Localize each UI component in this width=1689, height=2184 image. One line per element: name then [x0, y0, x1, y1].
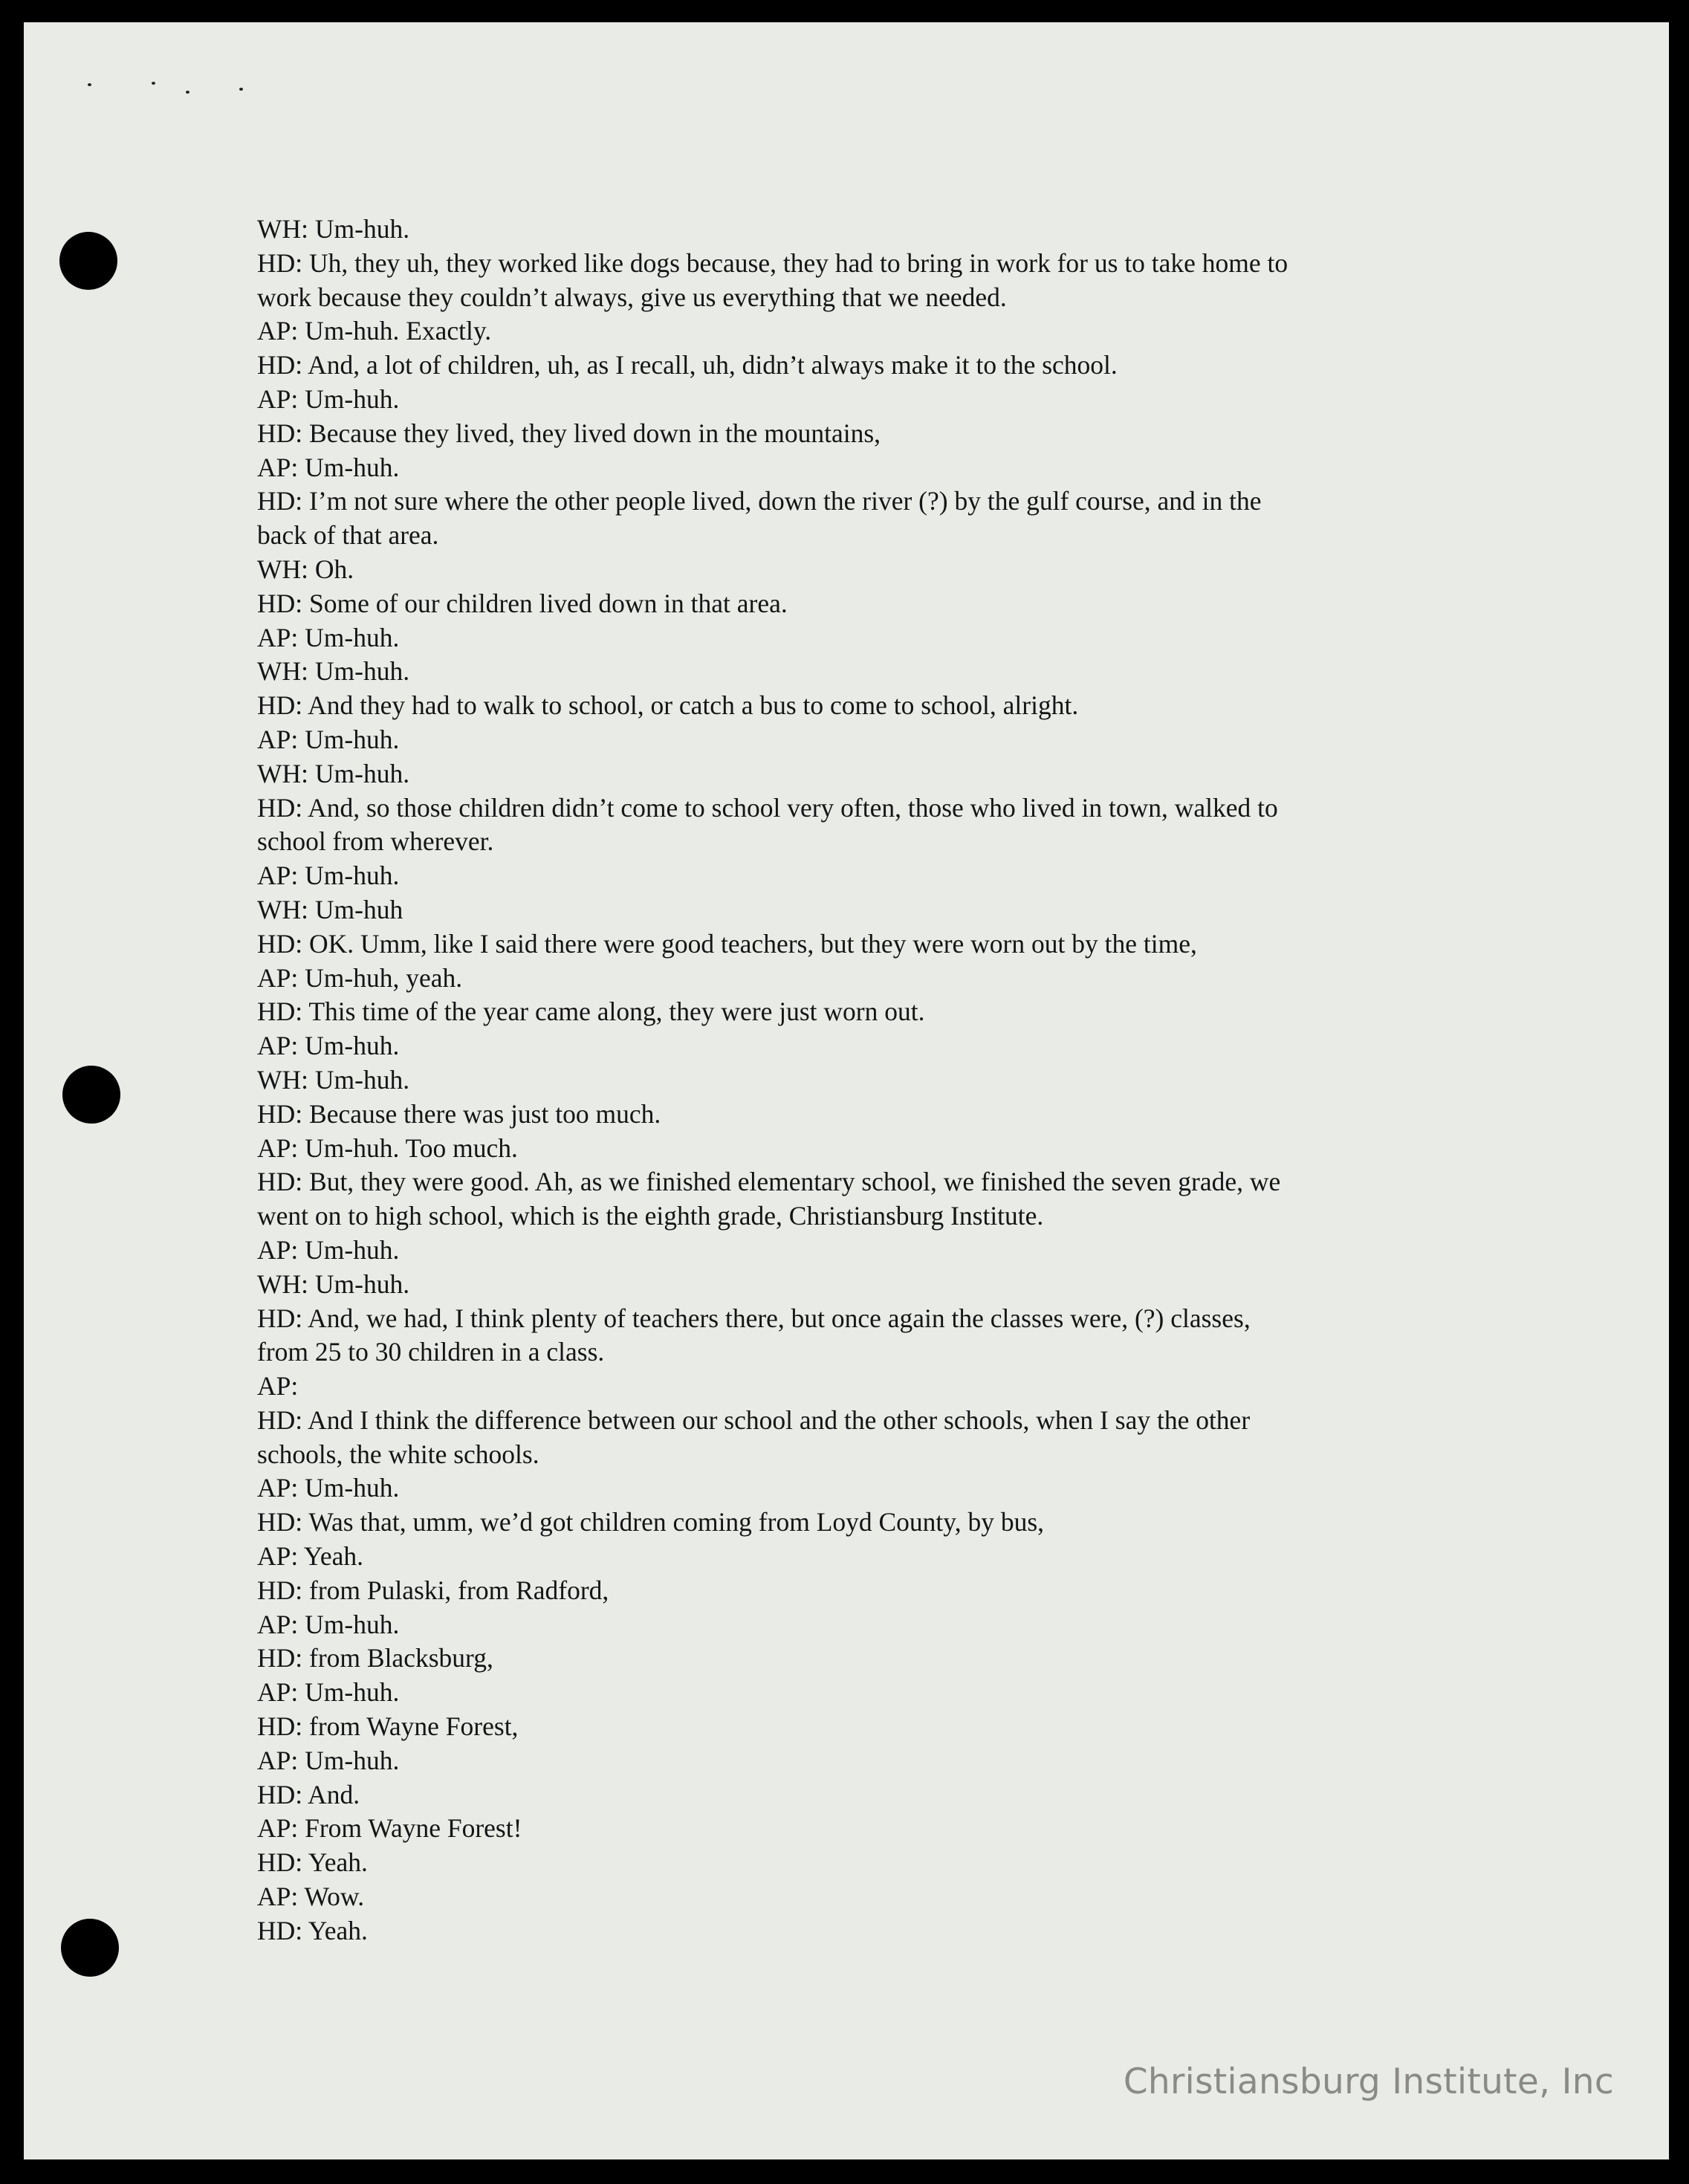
transcript-line: AP: Wow. [257, 1882, 365, 1912]
transcript-line: HD: And, so those children didn’t come to school very often, those who lived in town, walked to [257, 792, 1278, 823]
transcript-line: HD: But, they were good. Ah, as we finished elementary school, we finished the seven grade, we [257, 1167, 1281, 1197]
transcript-line: went on to high school, which is the eighth grade, Christiansburg Institute. [257, 1201, 1044, 1231]
transcript-line: HD: Because they lived, they lived down in the mountains, [257, 418, 881, 448]
transcript-line: AP: Um-huh. [257, 452, 400, 482]
transcript-line: HD: This time of the year came along, they were just worn out. [257, 997, 925, 1027]
transcript-line: back of that area. [257, 520, 439, 551]
transcript-line: HD: Yeah. [257, 1847, 368, 1878]
transcript-line: HD: Because there was just too much. [257, 1098, 661, 1129]
transcript-line: WH: Um-huh. [257, 758, 410, 788]
transcript-line: WH: Um-huh. [257, 1268, 410, 1299]
transcript-line: AP: Um-huh, yeah. [257, 962, 463, 993]
transcript-line: HD: OK. Umm, like I said there were good teachers, but they were worn out by the time, [257, 928, 1197, 959]
transcript-line: schools, the white schools. [257, 1439, 539, 1469]
transcript-line: AP: Um-huh. Too much. [257, 1132, 518, 1163]
transcript-line: AP: Um-huh. [257, 1473, 400, 1503]
transcript-line: WH: Oh. [257, 554, 354, 584]
transcript-line: HD: from Pulaski, from Radford, [257, 1575, 609, 1605]
paper-speck [186, 91, 189, 94]
transcript-line: AP: Um-huh. [257, 1677, 400, 1708]
transcript-line: from 25 to 30 children in a class. [257, 1337, 605, 1367]
punch-hole-middle [62, 1066, 120, 1124]
transcript-line: HD: I’m not sure where the other people lived, down the river (?) by the gulf course, and in the [257, 486, 1262, 516]
transcript-line: HD: And. [257, 1779, 360, 1809]
transcript-line: AP: Um-huh. [257, 1234, 400, 1265]
punch-hole-top [59, 232, 117, 290]
transcript-line: HD: And, a lot of children, uh, as I recall, uh, didn’t always make it to the school. [257, 350, 1118, 380]
transcript-line: HD: from Blacksburg, [257, 1643, 493, 1673]
transcript-line: AP: Um-huh. [257, 1609, 400, 1639]
paper-page [24, 22, 1669, 2159]
transcript-line: AP: Um-huh. [257, 1031, 400, 1061]
transcript-line: WH: Um-huh. [257, 656, 410, 687]
transcript-line: AP: Um-huh. [257, 1745, 400, 1775]
transcript-line: HD: And I think the difference between our school and the other schools, when I say the other [257, 1404, 1251, 1435]
transcript-line: HD: And, we had, I think plenty of teachers there, but once again the classes were, (?) classes, [257, 1303, 1251, 1333]
transcript-line: WH: Um-huh [257, 894, 403, 924]
paper-speck [88, 83, 91, 86]
transcript-line: school from wherever. [257, 826, 494, 857]
transcript-line: HD: And they had to walk to school, or catch a bus to come to school, alright. [257, 690, 1079, 721]
transcript-line: HD: Was that, umm, we’d got children coming from Loyd County, by bus, [257, 1507, 1045, 1537]
transcript-line: AP: Yeah. [257, 1541, 364, 1572]
transcript-line: WH: Um-huh. [257, 1064, 410, 1095]
transcript-line: HD: Some of our children lived down in that area. [257, 588, 788, 618]
transcript-line: AP: From Wayne Forest! [257, 1813, 522, 1844]
transcript-line: AP: Um-huh. [257, 383, 400, 414]
paper-speck [239, 88, 243, 91]
transcript-line: HD: Uh, they uh, they worked like dogs because, they had to bring in work for us to take home to [257, 247, 1288, 278]
transcript-line: AP: [257, 1371, 299, 1402]
watermark: Christiansburg Institute, Inc [1123, 2061, 1614, 2102]
transcript-line: AP: Um-huh. Exactly. [257, 316, 492, 346]
transcript-line: AP: Um-huh. [257, 622, 400, 652]
punch-hole-bottom [61, 1919, 119, 1977]
transcript-line: AP: Um-huh. [257, 861, 400, 891]
transcript-line: HD: Yeah. [257, 1915, 368, 1945]
transcript-line: AP: Um-huh. [257, 724, 400, 754]
paper-speck [152, 82, 155, 85]
transcript-line: WH: Um-huh. [257, 214, 410, 244]
transcript-text [257, 213, 1461, 1948]
transcript-line: HD: from Wayne Forest, [257, 1711, 519, 1742]
transcript-line: work because they couldn’t always, give us everything that we needed. [257, 282, 1007, 312]
